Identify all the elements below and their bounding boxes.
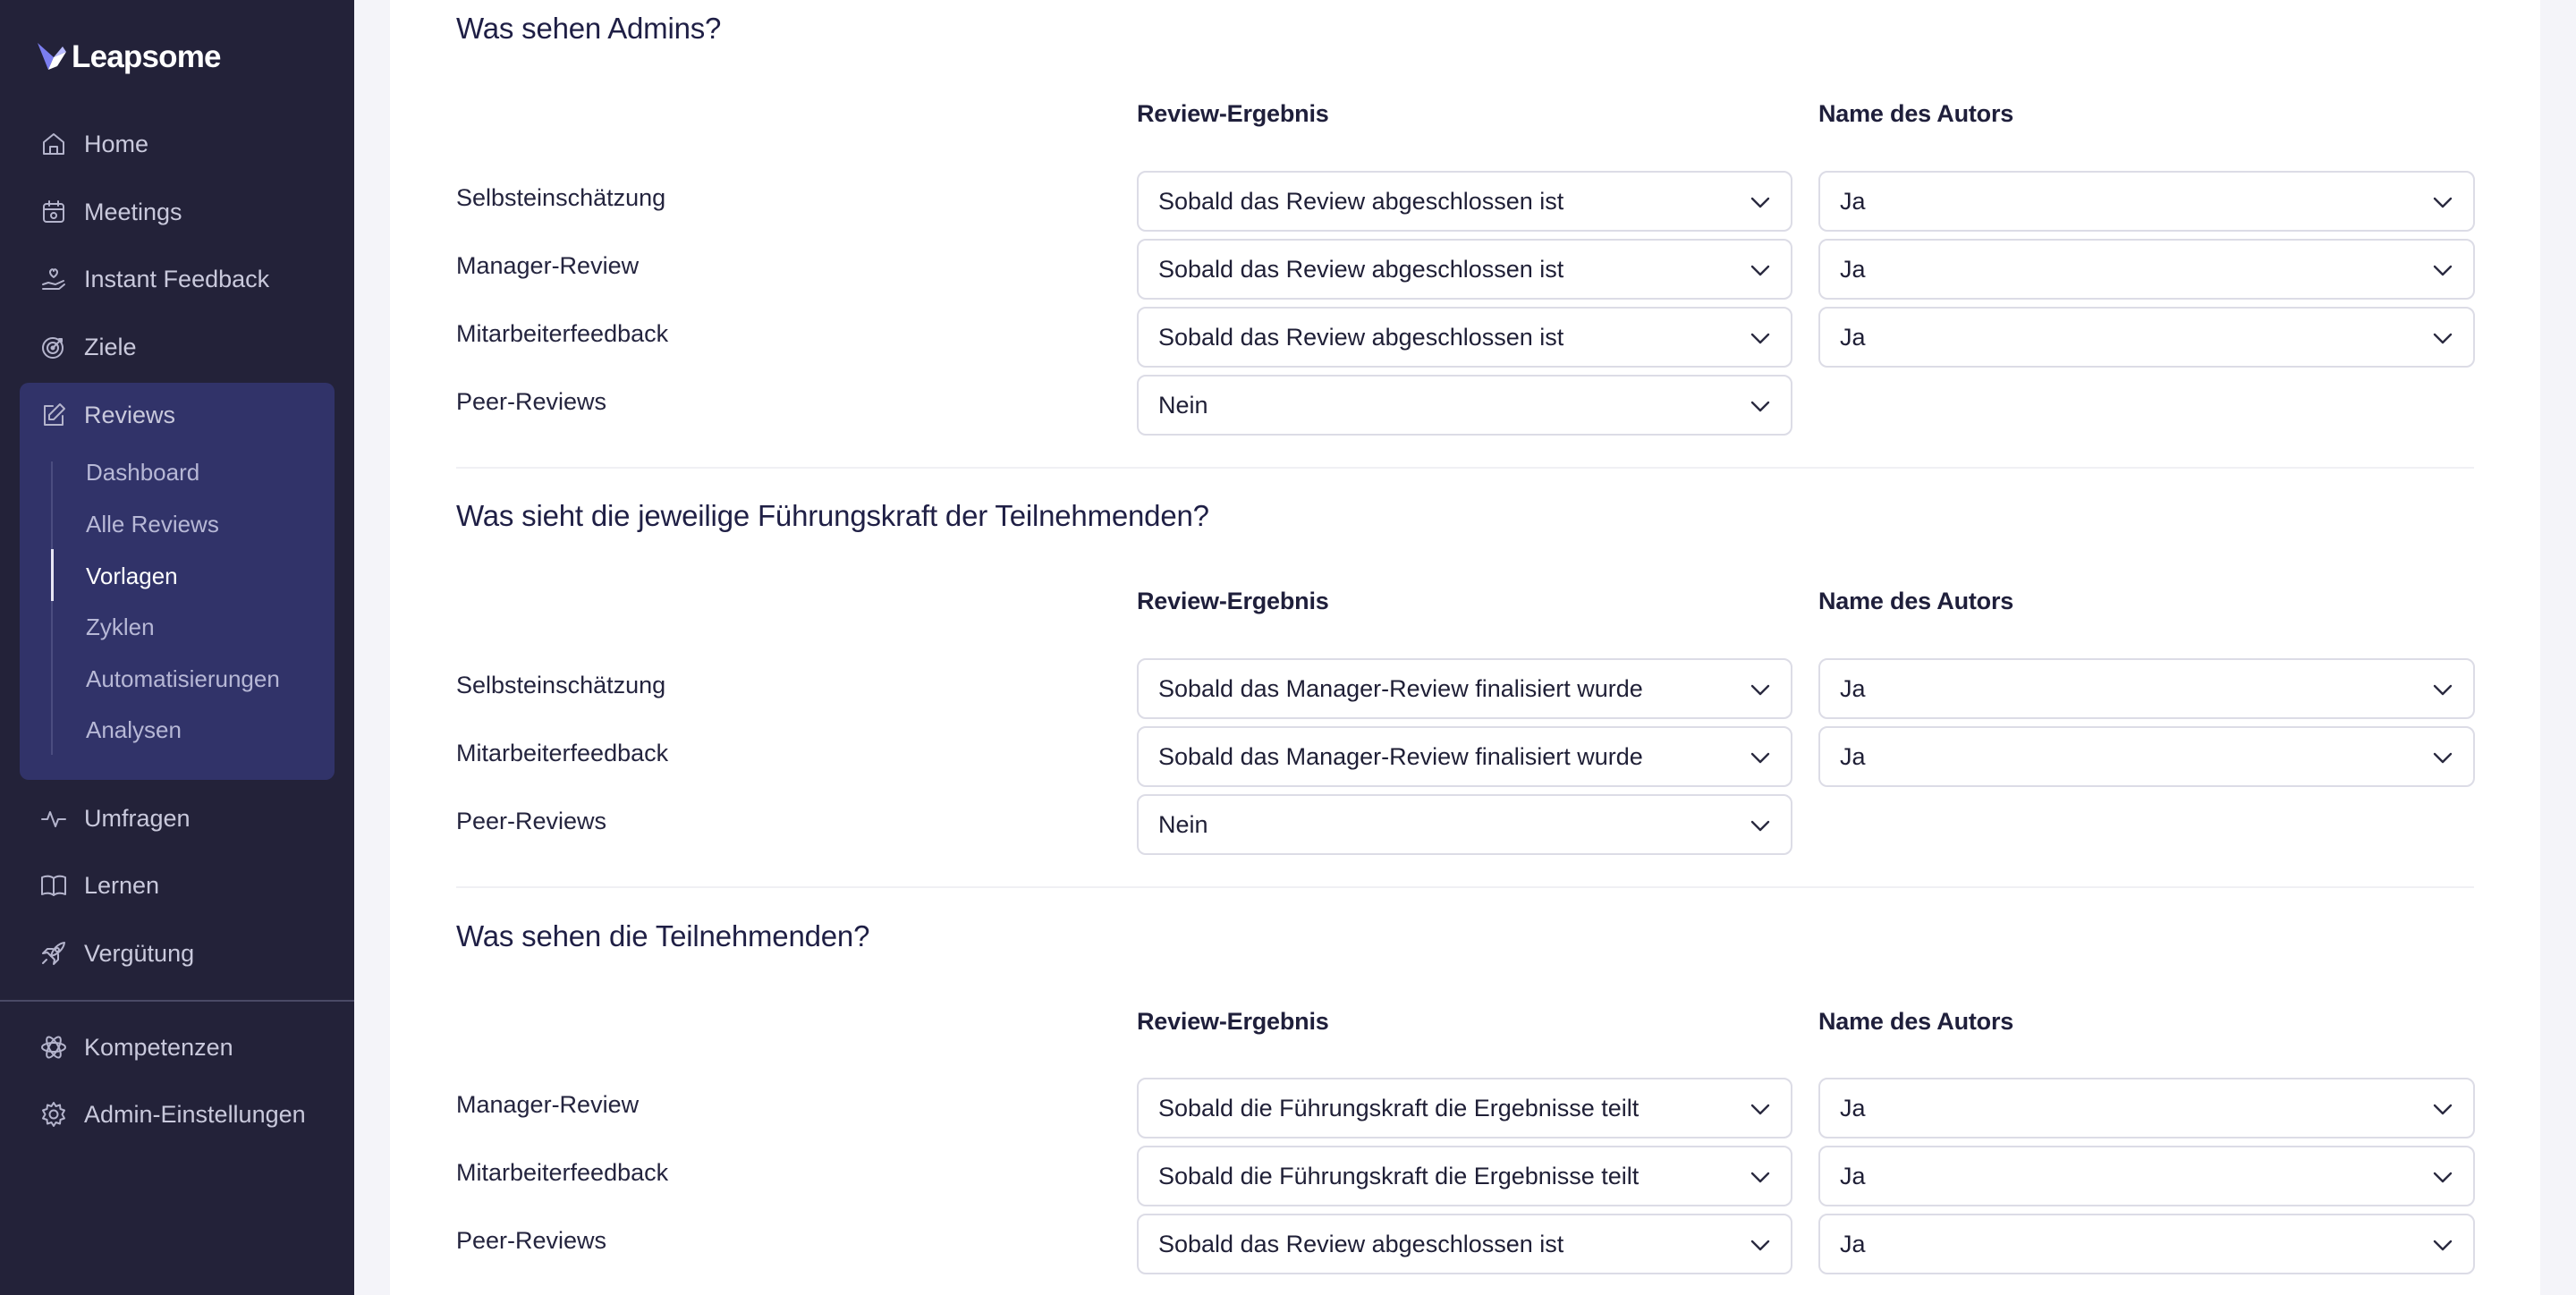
chevron-down-icon	[1750, 1234, 1771, 1256]
author-name-select[interactable]	[1818, 307, 2475, 368]
select-value: Ja	[1840, 1231, 1866, 1257]
chevron-down-icon	[2432, 1166, 2453, 1188]
sub-analysen[interactable]: Analysen	[86, 716, 182, 743]
row-label: Selbsteinschätzung	[456, 184, 666, 211]
col-header-review-ergebnis: Review-Ergebnis	[1137, 100, 1329, 127]
brand-name: Leapsome	[72, 39, 221, 74]
nav-lernen[interactable]	[39, 862, 159, 909]
chevron-down-icon	[1750, 815, 1771, 836]
row-label: Peer-Reviews	[456, 1227, 607, 1254]
nav-ziele-label: Ziele	[84, 333, 137, 360]
chevron-down-icon	[2432, 1098, 2453, 1120]
chevron-down-icon	[1750, 1166, 1771, 1188]
chevron-down-icon	[2432, 1234, 2453, 1256]
calendar-icon	[39, 198, 68, 226]
select-value: Sobald das Review abgeschlossen ist	[1158, 1231, 1564, 1257]
nav-instant-feedback[interactable]	[39, 256, 269, 302]
sub-alle-reviews[interactable]: Alle Reviews	[86, 511, 219, 537]
select-value: Nein	[1158, 392, 1208, 419]
chevron-down-icon	[2432, 259, 2453, 281]
row-label: Mitarbeiterfeedback	[456, 740, 669, 766]
nav-meetings-label: Meetings	[84, 198, 182, 225]
col-header-review-ergebnis: Review-Ergebnis	[1137, 1008, 1329, 1035]
review-result-select[interactable]	[1137, 171, 1792, 232]
chevron-down-icon	[1750, 191, 1771, 213]
chevron-down-icon	[1750, 747, 1771, 768]
select-value: Ja	[1840, 324, 1866, 351]
rocket-icon	[39, 939, 68, 968]
sub-automatisierungen[interactable]: Automatisierungen	[86, 665, 280, 692]
select-value: Sobald das Review abgeschlossen ist	[1158, 188, 1564, 215]
col-header-name-des-autors: Name des Autors	[1818, 100, 2014, 127]
select-value: Ja	[1840, 188, 1866, 215]
edit-icon	[39, 401, 68, 429]
row-label: Selbsteinschätzung	[456, 672, 666, 698]
review-result-select[interactable]	[1137, 1146, 1792, 1206]
select-value: Sobald das Manager-Review finalisiert wurde	[1158, 675, 1643, 702]
bird-logo-icon	[36, 39, 68, 75]
nav-kompetenzen[interactable]	[39, 1024, 233, 1071]
sidebar	[0, 0, 354, 1295]
row-label: Mitarbeiterfeedback	[456, 320, 669, 347]
nav-meetings[interactable]	[39, 189, 182, 235]
author-name-select[interactable]	[1818, 1146, 2475, 1206]
col-header-name-des-autors: Name des Autors	[1818, 1008, 2014, 1035]
select-value: Ja	[1840, 1163, 1866, 1189]
review-result-select[interactable]	[1137, 307, 1792, 368]
pulse-icon	[39, 804, 68, 833]
submenu-guide-line	[51, 461, 53, 755]
atom-icon	[39, 1033, 68, 1062]
nav-admin-einstellungen-label: Admin-Einstellungen	[84, 1100, 306, 1128]
review-result-select[interactable]	[1137, 726, 1792, 787]
author-name-select[interactable]	[1818, 171, 2475, 232]
chevron-down-icon	[2432, 679, 2453, 700]
chevron-down-icon	[1750, 679, 1771, 700]
select-value: Sobald das Manager-Review finalisiert wurde	[1158, 743, 1643, 770]
section-divider	[456, 467, 2474, 469]
author-name-select[interactable]	[1818, 658, 2475, 719]
nav-instant-feedback-label: Instant Feedback	[84, 265, 270, 292]
select-value: Sobald die Führungskraft die Ergebnisse teilt	[1158, 1095, 1640, 1121]
chevron-down-icon	[2432, 327, 2453, 349]
sub-dashboard[interactable]: Dashboard	[86, 459, 200, 486]
row-label: Mitarbeiterfeedback	[456, 1159, 669, 1186]
select-value: Sobald das Review abgeschlossen ist	[1158, 256, 1564, 283]
review-result-select[interactable]	[1137, 1214, 1792, 1274]
home-icon	[39, 130, 68, 158]
author-name-select[interactable]	[1818, 1078, 2475, 1138]
section-admins-title: Was sehen Admins?	[456, 12, 722, 45]
sub-vorlagen[interactable]: Vorlagen	[86, 563, 178, 589]
select-value: Sobald das Review abgeschlossen ist	[1158, 324, 1564, 351]
row-label: Peer-Reviews	[456, 808, 607, 834]
select-value: Ja	[1840, 256, 1866, 283]
chevron-down-icon	[1750, 327, 1771, 349]
select-value: Ja	[1840, 1095, 1866, 1121]
row-label: Manager-Review	[456, 1091, 640, 1118]
nav-umfragen-label: Umfragen	[84, 804, 191, 832]
submenu-active-indicator	[51, 549, 54, 601]
chevron-down-icon	[1750, 1098, 1771, 1120]
nav-reviews-label: Reviews	[84, 401, 176, 428]
nav-reviews[interactable]	[39, 392, 175, 438]
select-value: Ja	[1840, 743, 1866, 770]
section-divider	[456, 886, 2474, 888]
row-label: Manager-Review	[456, 252, 640, 279]
author-name-select[interactable]	[1818, 239, 2475, 300]
select-value: Sobald die Führungskraft die Ergebnisse teilt	[1158, 1163, 1640, 1189]
col-header-name-des-autors: Name des Autors	[1818, 588, 2014, 614]
nav-home-label: Home	[84, 130, 149, 157]
select-value: Ja	[1840, 675, 1866, 702]
hand-heart-icon	[39, 265, 68, 293]
leapsome-logo[interactable]	[36, 39, 221, 75]
sidebar-divider	[0, 1000, 354, 1002]
review-result-select[interactable]	[1137, 658, 1792, 719]
review-result-select[interactable]	[1137, 375, 1792, 436]
book-icon	[39, 871, 68, 900]
sub-zyklen[interactable]: Zyklen	[86, 614, 155, 640]
nav-verguetung[interactable]	[39, 930, 194, 977]
gear-icon	[39, 1100, 68, 1129]
chevron-down-icon	[2432, 191, 2453, 213]
select-value: Nein	[1158, 811, 1208, 838]
review-result-select[interactable]	[1137, 794, 1792, 855]
nav-home[interactable]	[39, 121, 148, 167]
nav-verguetung-label: Vergütung	[84, 939, 195, 967]
nav-ziele[interactable]	[39, 324, 137, 370]
row-label: Peer-Reviews	[456, 388, 607, 415]
chevron-down-icon	[1750, 259, 1771, 281]
nav-umfragen[interactable]	[39, 795, 191, 842]
col-header-review-ergebnis: Review-Ergebnis	[1137, 588, 1329, 614]
review-result-select[interactable]	[1137, 1078, 1792, 1138]
section-manager-title: Was sieht die jeweilige Führungskraft der Teilnehmenden?	[456, 499, 1209, 532]
target-icon	[39, 333, 68, 361]
chevron-down-icon	[1750, 395, 1771, 417]
author-name-select[interactable]	[1818, 726, 2475, 787]
review-result-select[interactable]	[1137, 239, 1792, 300]
nav-admin-einstellungen[interactable]	[39, 1091, 306, 1138]
chevron-down-icon	[2432, 747, 2453, 768]
nav-kompetenzen-label: Kompetenzen	[84, 1033, 233, 1061]
nav-lernen-label: Lernen	[84, 871, 160, 899]
section-participants-title: Was sehen die Teilnehmenden?	[456, 919, 870, 952]
author-name-select[interactable]	[1818, 1214, 2475, 1274]
